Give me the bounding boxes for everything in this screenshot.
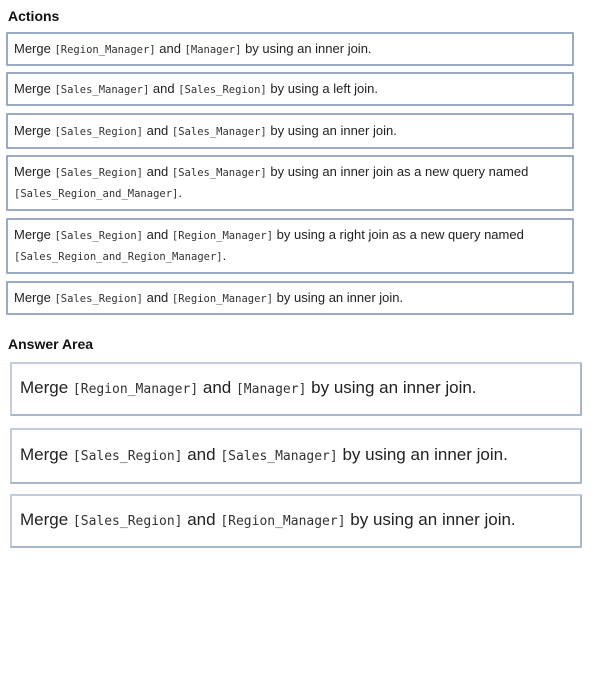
action-item-text: Merge [Sales_Manager] and [Sales_Region] by using a left join. (14, 80, 379, 96)
answer-item-2[interactable] (10, 428, 582, 484)
answer-item-text: Merge [Region_Manager] and [Manager] by using an inner join. (20, 378, 477, 397)
action-item-text: Merge [Sales_Region] and [Region_Manager] by using a right join as a new query named [Sales_Region_and_Region_Manager]. (14, 227, 524, 263)
action-item-2[interactable] (6, 72, 574, 106)
action-item-text: Merge [Sales_Region] and [Sales_Manager] by using an inner join as a new query named [Sales_Region_and_Manager]. (14, 164, 529, 200)
action-item-text: Merge [Sales_Region] and [Region_Manager] by using an inner join. (14, 289, 404, 305)
action-item-5[interactable] (6, 218, 574, 274)
action-item-3[interactable] (6, 113, 574, 149)
action-item-text: Merge [Sales_Region] and [Sales_Manager] by using an inner join. (14, 122, 397, 138)
action-item-text: Merge [Region_Manager] and [Manager] by using an inner join. (14, 40, 372, 56)
action-item-6[interactable] (6, 281, 574, 315)
answer-item-1[interactable] (10, 362, 582, 416)
action-item-4[interactable] (6, 155, 574, 211)
answer-item-3[interactable] (10, 494, 582, 548)
answer-item-text: Merge [Sales_Region] and [Region_Manager] by using an inner join. (20, 510, 516, 529)
answer-item-text: Merge [Sales_Region] and [Sales_Manager] by using an inner join. (20, 445, 508, 464)
actions-heading: Actions (8, 8, 60, 24)
answer-area-heading: Answer Area (8, 336, 94, 352)
action-item-1[interactable] (6, 32, 574, 66)
